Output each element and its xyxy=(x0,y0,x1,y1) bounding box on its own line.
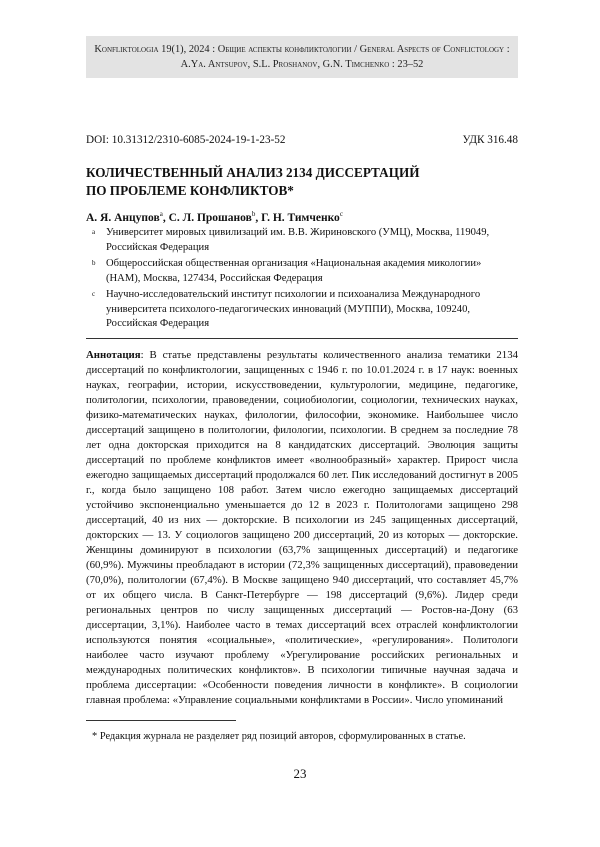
affiliation-text: Научно-исследовательский институт психологии и психоанализа Международного университета психолого-педагогических инноваций (МУППИ), Москва, 109240, Российская Федерация xyxy=(106,288,518,332)
page-number: 23 xyxy=(0,766,600,782)
affiliation-mark: b xyxy=(92,256,96,271)
author-name: С. Л. Прошанов xyxy=(169,212,252,224)
footnote-divider xyxy=(86,720,236,721)
affiliation xyxy=(92,226,518,255)
running-header-text: Konfliktologia 19(1), 2024 : Общие аспекты конфликтологии / General Aspects of Conflictology : A.Ya. Antsupov, S.L. Proshanov, G.N. Timchenko : 23–52 xyxy=(86,42,518,72)
author-mark: c xyxy=(340,210,343,218)
author-list: А. Я. Анцуповa, С. Л. Прошановb, Г. Н. Тимченкоc xyxy=(86,206,518,226)
running-header xyxy=(86,36,518,78)
footnote xyxy=(86,730,518,744)
affiliation xyxy=(92,257,518,286)
abstract-text: : В статье представлены результаты количественного анализа тематики 2134 диссертаций по конфликтологии, защищенных с 1946 г. по 10.01.2024 г. в 17 наук: военных науках, географии, истории, искусствоведении, культурологии, медицине, педагогике, политологии, психологии, правоведении, социобиологии, социологии, технических науках, физико-математических науках, филологии, философии, экономике. Наибольшее число диссертаций защищено в политологии, филологии, психологии. В среднем за последние 78 лет одна докторская приходится на 8 кандидатских диссертаций. Эволюция защиты диссертаций по проблеме конфликтов имеет «волнообразный» характер. Прирост числа ежегодно защищаемых диссертаций продолжался 60 лет. Пик исследований достигнут в 2005 г., когда было защищено 108 работ. Затем число ежегодно защищаемых диссертаций устойчиво экспоненциально уменьшается до 12 в 2023 г. Политологами защищено 298 диссертаций, 40 из них — докторские. В психологии из 245 защищенных диссертаций, докторских — 13. У социологов защищено 200 диссертаций, 20 из которых — докторские. Женщины доминируют в психологии (63,7% защищенных диссертаций) и педагогике (60,9%). Мужчины преобладают в истории (72,3% защищенных диссертаций), правоведении (70,0%), политологии (67,4%). В Москве защищено 940 диссертаций, что составляет 45,7% от их общего числа. В Санкт-Петербурге — 198 диссертаций (9,6%). Лидер среди региональных центров по числу защищенных диссертаций — Ростов-на-Дону (63 диссертации, 3,1%). Наиболее часто в темах диссертаций всех отраслей конфликтологии используются понятия «социальные», «политические», «регулирования». Политологи наиболее часто изучают проблему «Урегулирование российских региональных и международных политических конфликтов». В психологии типичные научная задача и проблема диссертации: «Особенности поведения личности в конфликте». В социологии главная проблема: «Управление социальными конфликтами в России». Число упоминаний xyxy=(86,349,518,706)
affiliation-text: Общероссийская общественная организация «Национальная академия микологии» (НАМ), Москва, 127434, Российская Федерация xyxy=(106,257,518,286)
footnote-mark: * xyxy=(92,731,97,742)
author-name: Г. Н. Тимченко xyxy=(261,212,340,224)
footnote-text: Редакция журнала не разделяет ряд позиций авторов, сформулированных в статье. xyxy=(100,731,466,742)
affiliation-text: Университет мировых цивилизаций им. В.В. Жириновского (УМЦ), Москва, 119049, Российская Федерация xyxy=(106,226,518,255)
title-line-1: КОЛИЧЕСТВЕННЫЙ АНАЛИЗ 2134 ДИССЕРТАЦИЙ xyxy=(86,164,518,182)
doi: DOI: 10.31312/2310-6085-2024-19-1-23-52 xyxy=(86,134,286,146)
author-name: А. Я. Анцупов xyxy=(86,212,160,224)
article-title xyxy=(86,164,518,200)
doi-line xyxy=(86,134,518,150)
affiliation-mark: c xyxy=(92,287,95,302)
udk-code: УДК 316.48 xyxy=(463,134,518,146)
title-line-2: ПО ПРОБЛЕМЕ КОНФЛИКТОВ* xyxy=(86,182,518,200)
affiliation-mark: a xyxy=(92,225,95,240)
author-mark: a xyxy=(160,210,163,218)
affiliation xyxy=(92,288,518,332)
author-mark: b xyxy=(252,210,256,218)
abstract-label: Аннотация xyxy=(86,349,141,361)
abstract xyxy=(86,348,518,708)
section-divider xyxy=(86,338,518,339)
